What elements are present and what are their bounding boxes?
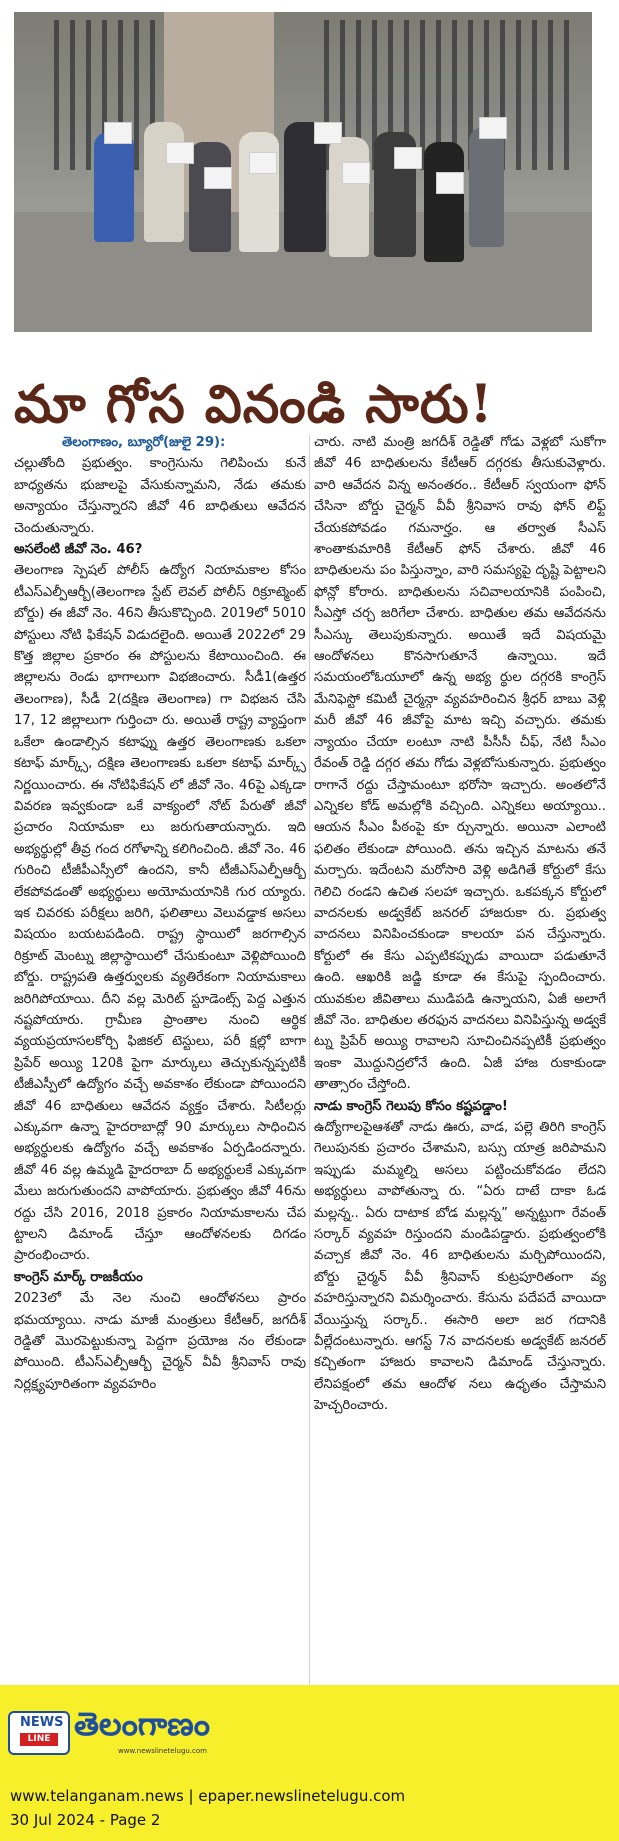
logo-url: www.newslinetelugu.com (118, 1747, 207, 1755)
headline: మా గోస వినండి సారు! (14, 374, 494, 435)
column-divider (309, 435, 310, 1685)
logo-line-text: LINE (20, 1733, 58, 1746)
subheading: నాడు కాంగ్రెస్ గెలుపు కోసం కష్టపడ్డాం! (314, 1098, 508, 1114)
protesters-group (74, 102, 504, 272)
subheading: అసలేంటి జీవో నెం. 46? (14, 542, 143, 558)
logo-news-text: NEWS (20, 1715, 64, 1730)
newsline-logo (8, 1711, 70, 1755)
protest-photo (14, 12, 592, 332)
article-column-right (314, 432, 606, 1417)
telanganam-logo: తెలంగాణం (74, 1705, 210, 1743)
footer-date-page: 30 Jul 2024 - Page 2 (10, 1811, 161, 1829)
paragraph: చారు. నాటి మంత్రి జగదీశ్ రెడ్డితో గోడు వెళ్లబో సుకోగా జీవో 46 బాధితులను కేటీఆర్ దగ్గరకు తీసుకువెళ్లారు. వారి ఆవేదన విన్న అనంతరం.. కేటీఆర్ స్వయంగా ఫోన్ చేసినా బోర్డు చైర్మన్ వీవీ శ్రీనివాస రావు ఫోన్ లిఫ్ట్ చేయకపోవడం గమనార్హం. ఆ తర్వాత సీఎస్ శాంతాకుమారికి కేటీఆర్ ఫోన్ చేశారు. జీవో 46 బాధితులను పం పిస్తున్నాం, వారి సమస్యపై దృష్టి పెట్టాలని ఫోన్లో కోరారు. బాధితులను సచివాలయానికి పంపించి, సీఎస్తో చర్చ జరిగేలా చేశారు. బాధితుల తమ ఆవేదనను సీఎస్కు తెలుపుకున్నారు. అయితే ఇదే విషయమై ఆందోళనలు కొనసాగుతూనే ఉన్నాయి. ఇదే సమయంలోఓయూలో ఉన్న అభ్య ర్థుల దగ్గరకి కాంగ్రెస్ మేనిఫెస్టో కమిటీ చైర్మన్గా వ్యవహరించిన శ్రీధర్ బాబు వెళ్లి మరీ జీవో 46 జీవోపై మాట ఇచ్చి వచ్చారు. తమకు న్యాయం చేయా లంటూ నాటి పీసీసీ చీఫ్, నేటి సీఎం రేవంత్ రెడ్డి దగ్గర తమ గోడు వెళ్లబోసుకున్నారు. ప్రభుత్వం రాగానే రద్దు చేస్తామంటూ భరోసా ఇచ్చారు. అంతలోనే ఎన్నికల కోడ్ అమల్లోకి వచ్చింది. ఎన్నికలు అయ్యాయి.. ఆయన సీఎం పీఠంపై కూ ర్చున్నారు. అయినా ఎలాంటి ఫలితం లేకుండా పోయింది. తను ఇచ్చిన మాటను తనే మర్చారు. ఇదేంటని మరోసారి వెళ్లి అడిగితే కోర్టులో కేసు గెలిచి రండని ఉచిత సలహా ఇచ్చారు. ఒకపక్కన కోర్టులో వాదనలకు అడ్వకేట్ జనరల్ హాజరుకా రు. ప్రభుత్వ వాదనలు వినిపించకుండా కాలయా పన చేస్తున్నారు. కోర్టులో ఈ కేసు ఎప్పటికప్పుడు వాయిదా పడుతూనే ఉంది. ఆఖరికి జడ్జి కూడా ఈ కేసుపై స్పందించారు. యువకుల జీవితాలు ముడిపడి ఉన్నాయని, ఏజీ అలాగే జీవో నెం. బాధితుల తరఫున వాదనలు వినిపిస్తున్న అడ్వకే ట్ను ప్రిపేర్ అయ్యి రావాలని సూచించినప్పటికీ ప్రభుత్వం ఇంకా మొద్దునిద్రలోనే ఉంది. ఏజీ హాజ రుకాకుండా తాత్సారం చేస్తోంది. (314, 435, 606, 1093)
paragraph: తెలంగాణ స్పెషల్ పోలీస్ ఉద్యోగ నియామకాల కోసం టీఎస్ఎల్పీఆర్బీ(తెలంగాణ స్టేట్ లెవల్ పోలీస్ రిక్రూట్మెంట్ బోర్డు) ఈ జీవో నెం. 46ని తీసుకొచ్చింది. 2019లో 5010 పోస్టులు నోటి ఫికేషన్ విడుదలైంది. అయితే 2022లో 29 కొత్త జిల్లాల ప్రకారం ఈ పోస్టులను కేటాయించింది. ఈ జిల్లాలను రెండు భాగాలుగా విభజించారు. సీడీ1(ఉత్తర తెలంగాణ), సీడీ 2(దక్షిణ తెలంగాణ) గా విభజన చేసి 17, 12 జిల్లాలుగా గుర్తించా రు. అయితే రాష్ట్ర వ్యాప్తంగా ఒకేలా ఉండాల్సిన కటాఫ్ను ఉత్తర తెలంగాణకు ఒకలా కటాఫ్ మార్క్స్, దక్షిణ తెలంగాణకు ఒకలా కటాఫ్ మార్క్స్ నిర్ణయించారు. ఈ నోటిఫికేషన్ లో జీవో నెం. 46పై ఎక్కడా వివరణ ఇవ్వకుండా ఒకే వాక్యంలో నోట్ పేరుతో జీవో ప్రచారం నియామకా లు జరుగుతాయన్నారు. ఇది అభ్యర్థుల్లో తీవ్ర గంద రగోళాన్ని కలిగించింది. జీవో నెం. 46 గురించి టీజీపీఎస్సీలో ఉందని, కానీ టీజీఎస్ఎల్పీఆర్బీ లేకపోవడంతో అభ్యర్థులు అయోమయానికి గుర య్యారు. ఇక చివరకు పరీక్షలు జరిగి, ఫలితాలు వెలువడ్డాక అసలు విషయం బయటపడింది. రాష్ట్ర స్థాయిలో జరగాల్సిన రిక్రూట్ మెంట్ను జిల్లాస్థాయిలో చేసుకుంటూ వెళ్లిపోయింది బోర్డు. రాష్ట్రపతి ఉత్తర్వులకు వ్యతిరేకంగా నియామకాలు జరిగిపోయాయి. దీని వల్ల మెరిట్ స్టూడెంట్స్ పెద్ద ఎత్తున నష్టపోయారు. గ్రామీణ ప్రాంతాల నుంచి ఆర్థిక వ్యయప్రయాసలకోర్చి ఫిజికల్ టెస్టులు, పరీ క్షల్లో బాగా ప్రిపేర్ అయ్యి 120కి పైగా మార్కులు తెచ్చుకున్నప్పటికీ టీజీఎస్పీలో ఉద్యోగం వచ్చే అవకాశం లేకుండా పోయిందని జీవో 46 బాధితులు ఆవేదన వ్యక్తం చేశారు. సిటీలర్లు ఎక్కువగా ఉన్నా హైదరాబాద్లో 90 మార్కులు సాధించిన అభ్యర్థులకు ఉద్యోగం వచ్చే అవకాశం ఏర్పడిందన్నారు. జీవో 46 వల్ల ఉమ్మడి హైదరాబా ద్ అభ్యర్థులకే ఎక్కువగా మేలు జరుగుతుందని వాపోయారు. ప్రభుత్వం జీవో 46ను రద్దు చేసి 2016, 2018 ప్రకారం నియామకాలను చేప ట్టాలని డిమాండ్ చేస్తూ ఆందోళనలకు దిగడం ప్రారంభించారు. (14, 563, 306, 1264)
subheading: కాంగ్రెస్ మార్క్ రాజకీయం (14, 1269, 143, 1285)
footer-websites[interactable]: www.telanganam.news | epaper.newslinetelugu.com (10, 1787, 406, 1805)
paragraph: 2023లో మే నెల నుంచి ఆందోళనలు ప్రారం భమయ్యాయి. నాడు మాజీ మంత్రులు కేటీఆర్, జగదీశ్ రెడ్డితో మొరపెట్టుకున్నా పెద్దగా ప్రయోజ నం లేకుండా పోయింది. టీఎస్ఎల్పీఆర్బీ చైర్మన్ వీవీ శ్రీనివాస్ రావు నిర్లక్ష్యపూరితంగా వ్యవహరిం (14, 1291, 306, 1392)
dateline: తెలంగాణం, బ్యూరో(జులై 29): (62, 435, 226, 450)
paragraph: చల్లుతోంది ప్రభుత్వం. కాంగ్రెసును గెలిపించు కునే బాధ్యతను భుజాలపై వేసుకున్నామని, నేడు తమకు అన్యాయం చేస్తున్నారని జీవో 46 బాధితులు ఆవేదన చెందుతున్నారు. (14, 456, 306, 536)
paragraph: ఉద్యోగాలపైఆశతో నాడు ఊరు, వాడ, పల్లె తిరిగి కాంగ్రెస్ గెలుపునకు ప్రచారం చేశామని, బస్సు యాత్ర జరిపామని ఇప్పుడు మమ్మల్ని అసలు పట్టించుకోవడం లేదని అభ్యర్థులు వాపోతున్నా రు. “ఏరు దాటే దాకా ఓడ మల్లన్న.. ఏరు దాటాక బోడ మల్లన్న” అన్నట్టుగా రేవంత్ సర్కార్ వ్యవహ రిస్తుందని మండిపడ్డారు. ప్రభుత్వంలోకి వచ్చాక జీవో నెం. 46 బాధితులను మర్చిపోయిందని, బోర్డు చైర్మన్ వీవీ శ్రీనివాస్ కుట్రపూరితంగా వ్య వహరిస్తున్నారని విమర్శించారు. కేసును పదేపదే వాయిదా వేయిస్తున్న సర్కార్.. ఈసారి అలా జర గదానికి వీల్లేదంటున్నారు. ఆగస్ట్ 7న వాదనలకు అడ్వకేట్ జనరల్ కచ్చితంగా హాజరు కావాలని డిమాండ్ చేస్తున్నారు. లేనిపక్షంలో తమ ఆందోళ నలు ఉధృతం చేస్తామని హెచ్చరించారు. (314, 1120, 606, 1414)
footer-bar (0, 1685, 619, 1841)
article-column-left (14, 432, 306, 1395)
